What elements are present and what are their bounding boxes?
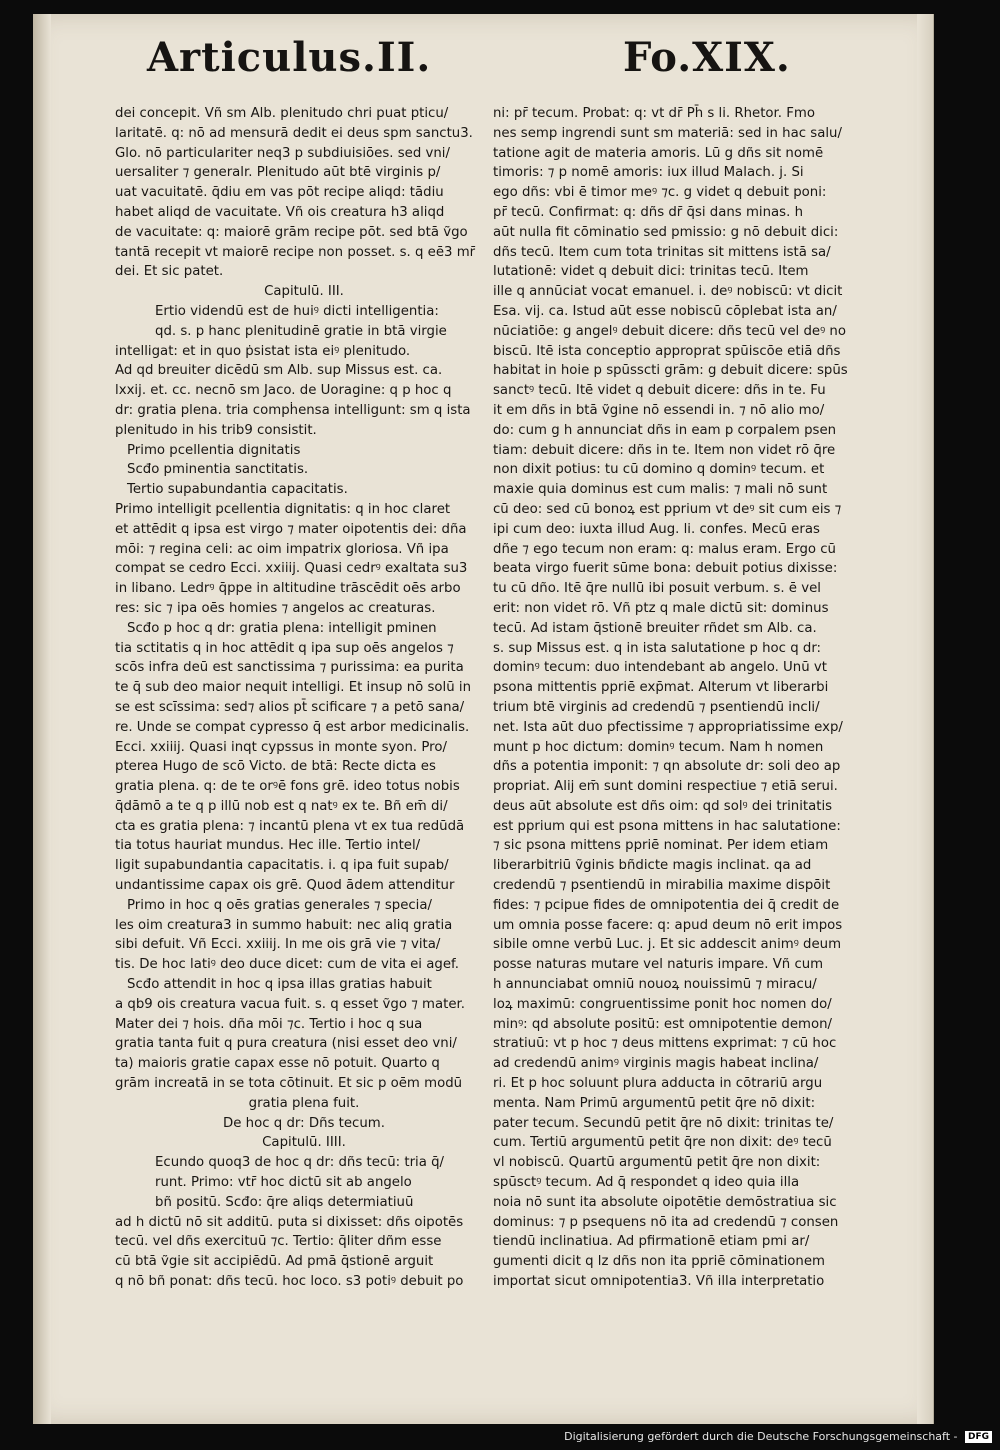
text-line: q nō bñ ponat: dñs tecū. hoc loco. s3 potiꝰ debuit po — [115, 1274, 464, 1290]
text-line: tiendū inclinatiua. Ad pfirmationē etiam pmi ar/ — [493, 1234, 810, 1250]
credit-text: Digitalisierung gefördert durch die Deutsche Forschungsgemeinschaft - — [564, 1430, 958, 1443]
text-line: erit: non videt rō. Vñ ptz q male dictū sit: dominus — [493, 600, 829, 616]
text-line: undantissime capax ois grē. Quod ādem attenditur — [115, 878, 455, 894]
text-line: Scđo attendit in hoc q ipsa illas gratias habuit — [127, 977, 432, 993]
text-line: habitat in hoie p spūsscti grām: g debuit dicere: spūs — [493, 363, 848, 379]
text-line: cū deo: sed cū bonoꝝ est pprium vt deꝰ sit cum eis ⁊ — [493, 501, 842, 517]
text-line: sanctꝰ tecū. Itē videt q debuit dicere: dñs in te. Fu — [493, 383, 826, 399]
text-line: gumenti dicit q lz dñs non ita ppriē cōminationem — [493, 1254, 825, 1270]
text-line: menta. Nam Primū argumentū petit q̄re nō dixit: — [493, 1095, 816, 1111]
text-line: lutationē: videt q debuit dici: trinitas tecū. Item — [493, 264, 809, 280]
text-line: et attēdit q ipsa est virgo ⁊ mater oipotentis dei: dña — [115, 521, 467, 537]
text-line: pr̄ tecū. Confirmat: q: dñs dr̄ q̄si dans minas. h — [493, 204, 803, 220]
running-head-left: Articulus.II. — [147, 34, 432, 81]
text-line: tecū. Ad istam q̄stionē breuiter rñdet sm Alb. ca. — [493, 620, 817, 636]
text-line: pterea Hugo de scō Victo. de btā: Recte dicta es — [115, 759, 436, 775]
left-text-column — [115, 104, 493, 1292]
text-line: les oim creatura3 in summo habuit: nec aliq gratia — [115, 917, 453, 933]
text-line: stratiuū: vt p hoc ⁊ deus mittens exprimat: ⁊ cū hoc — [493, 1036, 837, 1052]
text-line: se est scīssima: sed⁊ alios pt̄ scificare ⁊ a petō sana/ — [115, 699, 465, 715]
text-line: Ecundo quoq3 de hoc q dr: dñs tecū: tria q̄/ — [155, 1155, 445, 1171]
text-line: laritatē. q: nō ad mensurā dedit ei deus spm sanctu3. — [115, 125, 473, 141]
text-line: nūciatiōe: g angelꝰ debuit dicere: dñs tecū vel deꝰ no — [493, 323, 846, 339]
text-line: minꝰ: qd absolute positū: est omnipotentie demon/ — [493, 1016, 832, 1032]
text-line: qd. s. p hanc plenitudinē gratie in btā virgie — [155, 323, 447, 339]
text-line: credendū ⁊ psentiendū in mirabilia maxime dispōit — [493, 878, 831, 894]
text-line: it em dñs in btā ṽgine nō essendi in. ⁊ nō alio mo/ — [493, 402, 825, 418]
text-line: a qb9 ois creatura vacua fuit. s. q esset ṽgo ⁊ mater. — [115, 996, 466, 1012]
text-line: sibi defuit. Vñ Ecci. xxiiij. In me ois grā vie ⁊ vita/ — [115, 937, 441, 953]
text-line: timoris: ⁊ p nomē amoris: iux illud Malach. j. Si — [493, 165, 804, 181]
text-line: Mater dei ⁊ hois. dña mōi ⁊c. Tertio i hoc q sua — [115, 1016, 423, 1032]
text-line: de vacuitate: q: maiorē grām recipe pōt. sed btā ṽgo — [115, 224, 468, 240]
text-line: Primo in hoc q oēs gratias generales ⁊ specia/ — [127, 897, 433, 913]
text-line: spūsctꝰ tecum. Ad q̄ respondet q ideo quia illa — [493, 1175, 800, 1191]
text-line: q̄dāmō a te q p illū nob est q natꝰ ex te. Bñ em̄ di/ — [115, 798, 448, 814]
text-line: dñe ⁊ ego tecum non eram: q: malus eram. Ergo cū — [493, 541, 836, 557]
text-line: Ad qd breuiter dicēdū sm Alb. sup Missus est. ca. — [115, 363, 443, 379]
text-line: intelligat: et in quo ṗsistat ista eiꝰ plenitudo. — [115, 343, 411, 359]
text-line: tiam: debuit dicere: dñs in te. Item non videt rō q̄re — [493, 442, 836, 458]
text-line: ri. Et p hoc soluunt plura adducta in cōtrariū argu — [493, 1076, 823, 1092]
text-line: ego dñs: vbi ē timor meꝰ ⁊c. g videt q debuit poni: — [493, 185, 827, 201]
text-line: liberarbitriū ṽginis bñdicte magis inclinat. qa ad — [493, 858, 812, 874]
text-line: tantā recepit vt maiorē recipe non posset. s. q eē3 mr̄ — [115, 244, 476, 260]
text-line: grām increatā in se tota cōtinuit. Et sic p oēm modū — [115, 1076, 463, 1092]
text-line: importat sicut omnipotentia3. Vñ illa interpretatio — [493, 1274, 825, 1290]
text-line: scōs infra deū est sanctissima ⁊ purissima: ea purita — [115, 660, 464, 676]
text-line: deus aūt absolute est dñs oim: qd solꝰ dei trinitatis — [493, 798, 833, 814]
text-line: trium btē virginis ad credendū ⁊ psentiendū incli/ — [493, 699, 820, 715]
text-line: tis. De hoc latiꝰ deo duce dicet: cum de vita ei agef. — [115, 957, 459, 973]
text-line: mōi: ⁊ regina celi: ac oim impatrix gloriosa. Vñ ipa — [115, 541, 449, 557]
text-line: tu cū dño. Itē q̄re nullū ibi posuit verbum. s. ē vel — [493, 581, 821, 597]
text-line: psona mittentis ppriē exp̄mat. Alterum vt liberarbi — [493, 680, 829, 696]
text-line: gratia plena. q: de te orꝰē fons grē. ideo totus nobis — [115, 779, 460, 795]
text-line: compat se cedro Ecci. xxiiij. Quasi cedrꝰ exaltata su3 — [115, 561, 468, 577]
text-line: uat vacuitatē. q̄diu em vas pōt recipe aliqd: tādiu — [115, 185, 444, 201]
text-line: nes semp ingrendi sunt sm materiā: sed in hac salu/ — [493, 125, 842, 141]
text-line: vl nobiscū. Quartū argumentū petit q̄re non dixit: — [493, 1155, 821, 1171]
text-line: tia totus hauriat mundus. Hec ille. Tertio intel/ — [115, 838, 421, 854]
text-line: in libano. Ledrꝰ q̄ppe in altitudine trāscēdit oēs arbo — [115, 581, 461, 597]
text-line: um omnia posse facere: q: apud deum nō erit impos — [493, 917, 843, 933]
text-line: sibile omne verbū Luc. j. Et sic addescit animꝰ deum — [493, 937, 842, 953]
text-line: bñ positū. Scđo: q̄re aliqs determiatiuū — [155, 1194, 414, 1210]
text-line: loꝝ maximū: congruentissime ponit hoc nomen do/ — [493, 996, 832, 1012]
text-line: dr: gratia plena. tria compḣensa intelligunt: sm q ista — [115, 402, 471, 418]
text-line: runt. Primo: vtr̄ hoc dictū sit ab angelo — [155, 1175, 412, 1191]
text-line: ille q annūciat vocat emanuel. i. deꝰ nobiscū: vt dicit — [493, 284, 843, 300]
digitization-credit — [564, 1430, 992, 1443]
text-line: Esa. vij. ca. Istud aūt esse nobiscū cōplebat ista an/ — [493, 303, 837, 319]
text-line: aūt nulla fit cōminatio sed pmissio: g nō debuit dici: — [493, 224, 839, 240]
text-line: Primo intelligit pcellentia dignitatis: q in hoc claret — [115, 501, 451, 517]
text-line: ad h dictū nō sit additū. puta si dixisset: dñs oipotēs — [115, 1214, 464, 1230]
text-line: re. Unde se compat cypresso q̄ est arbor medicinalis. — [115, 719, 470, 735]
text-line: posse naturas mutare vel naturis impare. Vñ cum — [493, 957, 824, 973]
page-edge-shadow — [917, 14, 933, 1424]
text-line: ni: pr̄ tecum. Probat: q: vt dr̄ Ph̄ s li. Rhetor. Fmo — [493, 106, 815, 121]
text-line: cū btā ṽgie sit accipiēdū. Ad pmā q̄stionē arguit — [115, 1254, 434, 1270]
text-line: est pprium qui est psona mittens in hac salutatione: — [493, 818, 841, 834]
folio-number: Fo.XIX. — [623, 34, 791, 81]
text-line: dominus: ⁊ p psequens nō ita ad credendū ⁊ consen — [493, 1214, 839, 1230]
section-heading: De hoc q dr: Dñs tecum. — [223, 1115, 385, 1131]
text-line: beata virgo fuerit sūme bona: debuit potius dixisse: — [493, 561, 838, 577]
chapter-heading: Capitulū. III. — [264, 284, 344, 300]
text-line: ipi cum deo: iuxta illud Aug. li. confes. Mecū eras — [493, 521, 820, 537]
list-item: Scđo pminentia sanctitatis. — [127, 462, 309, 478]
text-line: tatione agit de materia amoris. Lū g dñs sit nomē — [493, 145, 824, 161]
text-line: fides: ⁊ pcipue fides de omnipotentia dei q̄ credit de — [493, 897, 840, 913]
right-text-column — [493, 104, 869, 1292]
text-line: tia sctitatis q in hoc attēdit q ipa sup oēs angelos ⁊ — [115, 640, 454, 656]
text-line: Ertio videndū est de huiꝰ dicti intelligentia: — [155, 303, 439, 319]
text-line: dei. Et sic patet. — [115, 264, 224, 280]
text-line: habet aliqd de vacuitate. Vñ ois creatura h3 aliqd — [115, 204, 445, 220]
text-line: do: cum g h annunciat dñs in eam p corpalem psen — [493, 422, 837, 438]
text-line: lxxij. et. cc. necnō sm Jaco. de Uoragine: q p hoc q — [115, 383, 452, 399]
text-line: dñs a potentia imponit: ⁊ qn absolute dr: soli deo ap — [493, 759, 841, 775]
text-line: dominꝰ tecum: duo intendebant ab angelo. Unū vt — [493, 660, 827, 676]
text-line: ad credendū animꝰ virginis magis habeat inclina/ — [493, 1056, 819, 1072]
text-line: tecū. vel dñs exercituū ⁊c. Tertio: q̄liter dñm esse — [115, 1234, 442, 1250]
text-line: gratia tanta fuit q pura creatura (nisi esset deo vni/ — [115, 1036, 457, 1052]
text-line: gratia plena fuit. — [248, 1095, 360, 1111]
text-line: s. sup Missus est. q in ista salutatione p hoc q dr: — [493, 640, 822, 656]
text-line: ⁊ sic psona mittens ppriē nominat. Per idem etiam — [493, 838, 829, 854]
text-line: pater tecum. Secundū petit q̄re nō dixit: trinitas te/ — [493, 1115, 834, 1131]
text-line: cum. Tertiū argumentū petit q̄re non dixit: deꝰ tecū — [493, 1135, 832, 1151]
text-line: dñs tecū. Item cum tota trinitas sit mittens istā sa/ — [493, 244, 831, 260]
text-line: uersaliter ⁊ generalr. Plenitudo aūt btē virginis p/ — [115, 165, 441, 181]
text-line: Ecci. xxiiij. Quasi inqt cypssus in monte syon. Pro/ — [115, 739, 447, 755]
text-line: h annunciabat omniū nouoꝝ nouissimū ⁊ miracu/ — [493, 977, 817, 993]
text-line: maxie quia dominus est cum malis: ⁊ mali nō sunt — [493, 482, 828, 498]
text-line: te q̄ sub deo maior nequit intelligi. Et insup nō solū in — [115, 680, 472, 696]
list-item: Tertio supabundantia capacitatis. — [127, 482, 348, 498]
text-line: munt p hoc dictum: dominꝰ tecum. Nam h nomen — [493, 739, 824, 755]
text-line: dei concepit. Vñ sm Alb. plenitudo chri puat pticu/ — [115, 106, 449, 121]
text-line: net. Ista aūt duo pfectissime ⁊ appropriatissime exp/ — [493, 719, 843, 735]
text-line: res: sic ⁊ ipa oēs homies ⁊ angelos ac creaturas. — [115, 600, 436, 616]
text-line: ta) maioris gratie capax esse nō potuit. Quarto q — [115, 1056, 440, 1072]
text-line: propriat. Alij em̄ sunt domini respectiue ⁊ etiā serui. — [493, 779, 838, 795]
text-line: cta es gratia plena: ⁊ incantū plena vt ex tua redūdā — [115, 818, 465, 834]
text-line: Glo. nō particulariter neq3 p subdiuisiōes. sed vni/ — [115, 145, 450, 161]
text-line: Scđo p hoc q dr: gratia plena: intelligit pminen — [127, 620, 437, 636]
chapter-heading: Capitulū. IIII. — [262, 1135, 346, 1151]
page-spine-shadow — [33, 14, 51, 1424]
text-line: plenitudo in his trib9 consistit. — [115, 422, 317, 438]
text-line: non dixit potius: tu cū domino q dominꝰ tecum. et — [493, 462, 825, 478]
text-line: noia nō sunt ita absolute oipotētie demōstratiua sic — [493, 1194, 837, 1210]
text-line: biscū. Itē ista conceptio approprat spūiscōe etiā dñs — [493, 343, 841, 359]
dfg-logo: DFG — [965, 1431, 992, 1443]
list-item: Primo pcellentia dignitatis — [127, 442, 301, 458]
book-page — [33, 14, 934, 1424]
text-line: ligit supabundantia capacitatis. i. q ipa fuit supab/ — [115, 858, 449, 874]
